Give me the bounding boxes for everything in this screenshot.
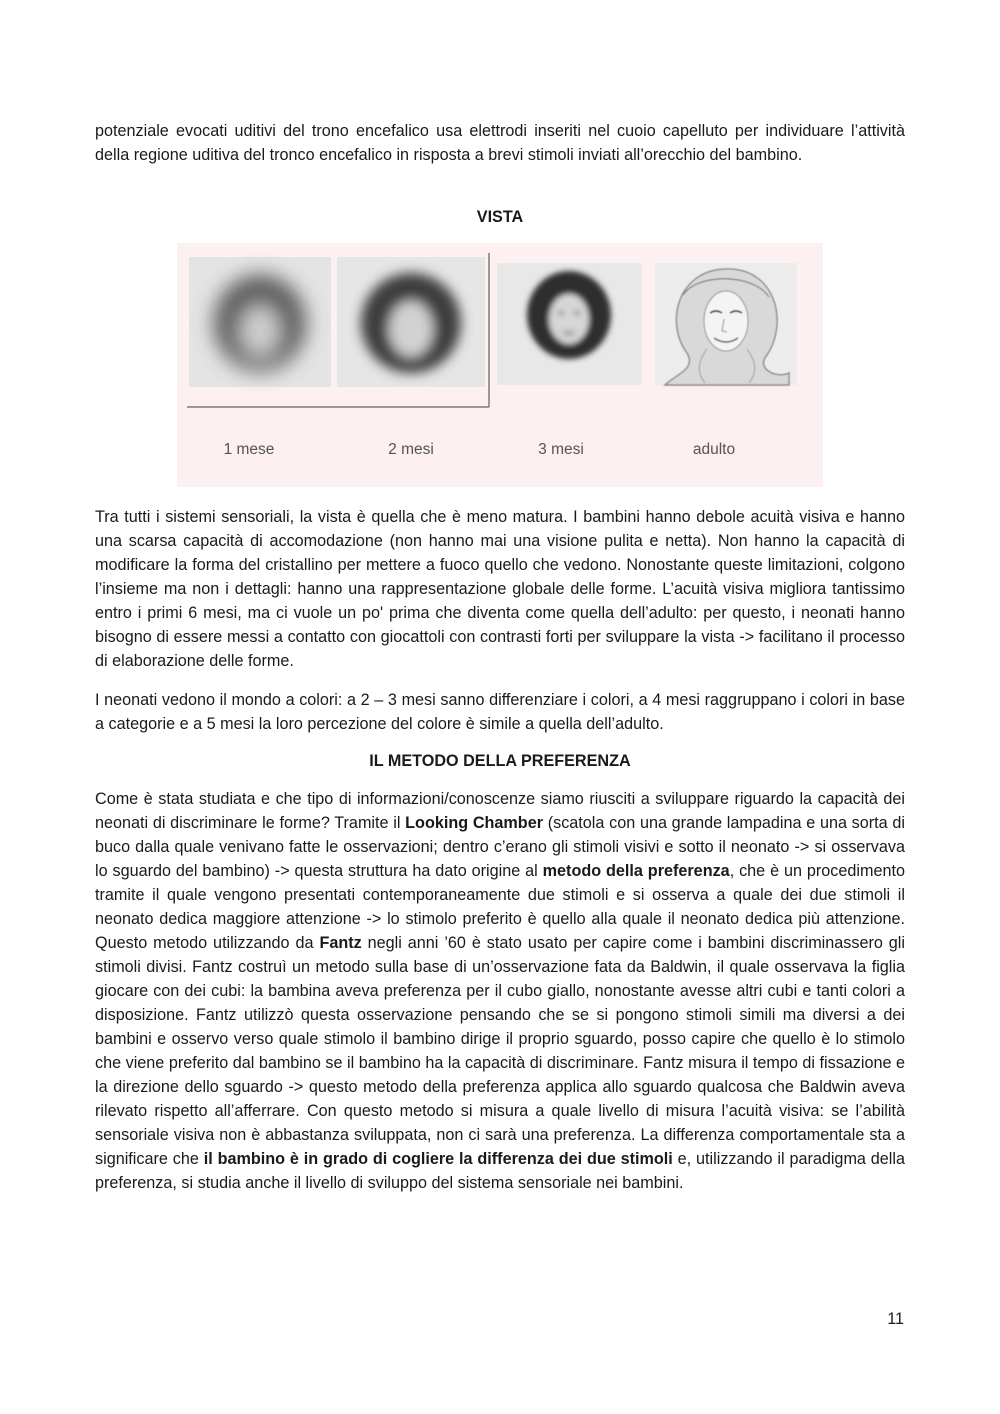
- page-number: 11: [887, 1310, 904, 1328]
- metodo-bold-looking-chamber: Looking Chamber: [405, 814, 543, 832]
- figure-label-3-months: 3 mesi: [538, 441, 584, 458]
- figure-label-2-months: 2 mesi: [388, 441, 434, 458]
- figure-label-1-month: 1 mese: [223, 441, 275, 458]
- figure-svg: [177, 243, 823, 487]
- metodo-text-4: negli anni ’60 è stato usato per capire come i bambini discriminassero gli stimoli divisi. Fantz costruì un metodo sulla base di un’osservazione fata da Baldwin, il quale osservava la figlia giocare con dei cubi: la bambina aveva preferenza per il cubo giallo, nonostante avesse altri cubi e tanti colori a disposizione. Fantz utilizzò questa osservazione pensando che se si pongono stimoli simili ma diversi a dei bambini e osservo verso quale stimolo il bambino dirige il proprio sguardo, posso capire che quello è lo stimolo che viene preferito dal bambino se il bambino ha la capacità di discriminare. Fantz misura il tempo di fissazione e la direzione dello sguardo -> questo metodo della preferenza applica allo sguardo qualcosa che Baldwin aveva rilevato rispetto all’afferrare. Con questo metodo si misura a quale livello di misura l’acuità visiva: se l’abilità sensoriale visiva non è abbastanza sviluppata, non ci sarà una preferenza. La differenza comportamentale sta a significare che: [95, 934, 905, 1168]
- infant-vision-figure: [177, 243, 823, 487]
- metodo-text-5: e, utilizzando il paradigma della preferenza, si studia anche il livello di sviluppo del sistema sensoriale nei bambini.: [95, 1150, 905, 1192]
- metodo-text-1: Come è stata studiata e che tipo di informazioni/conoscenze siamo riusciti a sviluppare riguardo la capacità dei neonati di discriminare le forme? Tramite il: [95, 790, 905, 832]
- metodo-bold-differenza: il bambino è in grado di cogliere la differenza dei due stimoli: [203, 1150, 673, 1168]
- metodo-text-2: (scatola con una grande lampadina e una sorta di buco dalla quale venivano fatte le osservazioni; dentro c’erano gli stimoli visivi e sotto il neonato -> si osservava lo sguardo del bambino) -> questa struttura ha dato origine al: [95, 814, 905, 880]
- face-panel-1-month: [189, 257, 331, 387]
- colori-paragraph: I neonati vedono il mondo a colori: a 2 – 3 mesi sanno differenziare i colori, a 4 mesi raggruppano i colori in base a categorie e a 5 mesi la loro percezione del colore è simile a quella dell’adulto.: [95, 691, 905, 733]
- metodo-bold-metodo-preferenza: metodo della preferenza: [542, 862, 730, 880]
- vista-paragraph: Tra tutti i sistemi sensoriali, la vista è quella che è meno matura. I bambini hanno debole acuità visiva e hanno una scarsa capacità di accomodazione (non hanno mai una visione pulita e netta). Non hanno la capacità di modificare la forma del cristallino per mettere a fuoco quello che vedono. Nonostante queste limitazioni, colgono l’insieme ma non i dettagli: hanno una rappresentazione globale delle forme. L’acuità visiva migliora tantissimo entro i primi 6 mesi, ma ci vuole un po' prima che diventa come quella dell’adulto: per questo, i neonati hanno bisogno di essere messi a contatto con giocattoli con contrasti forti per sviluppare la vista -> facilitano il processo di elaborazione delle forme.: [95, 508, 905, 670]
- metodo-bold-fantz: Fantz: [319, 934, 362, 952]
- figure-label-adult: adulto: [692, 441, 736, 458]
- metodo-paragraph: [95, 787, 905, 1195]
- metodo-text-3: , che è un procedimento tramite il quale vengono presentati contemporaneamente due stimoli e si osserva a quale dei due stimoli il neonato dedica maggiore attenzione -> lo stimolo preferito è quello alla quale il neonato dedica più attenzione. Questo metodo utilizzando da: [95, 862, 905, 952]
- section-heading-vista: VISTA: [476, 208, 524, 226]
- intro-paragraph: potenziale evocati uditivi del trono encefalico usa elettrodi inseriti nel cuoio capelluto per individuare l’attività della regione uditiva del tronco encefalico in risposta a brevi stimoli inviati all’orecchio del bambino.: [95, 122, 905, 164]
- face-panel-2-months: [337, 257, 485, 387]
- face-panel-adult: [655, 263, 797, 385]
- section-heading-metodo: IL METODO DELLA PREFERENZA: [369, 752, 631, 770]
- face-panel-3-months: [497, 263, 642, 385]
